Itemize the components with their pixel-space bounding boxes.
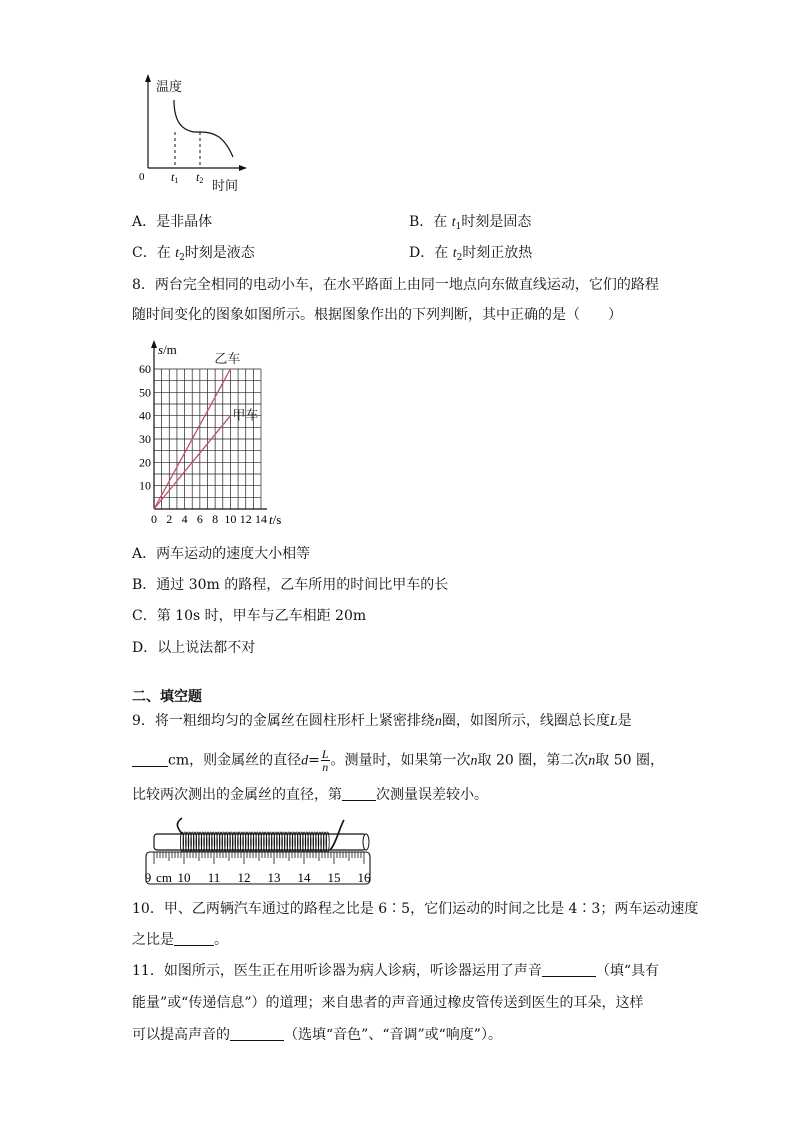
q8-option-c: C．第 10s 时，甲车与乙车相距 20m — [132, 608, 367, 624]
q7-option-b-suffix: 时刻是固态 — [461, 214, 532, 230]
q7-option-d-sub: 2 — [456, 253, 463, 263]
q7-option-d-var: t — [452, 246, 457, 261]
graph1-y-label: 温度 — [156, 80, 183, 95]
x-axis-arrow — [239, 165, 247, 171]
q7-option-a: A．是非晶体 — [132, 214, 213, 230]
q9-line2-text2: 。测量时，如果第一次 — [330, 752, 471, 769]
s-t-chart — [126, 338, 306, 533]
graph1-t1-label: t1 — [171, 170, 179, 185]
origin-label: 0 — [151, 512, 157, 526]
q9-var-n1: n — [470, 753, 478, 769]
q9-line2-text4: 取 50 圈， — [595, 752, 664, 769]
q9-var-d: d — [301, 753, 309, 769]
series-label-yi: 乙车 — [214, 351, 241, 366]
q9-line2-text1: cm，则金属丝的直径 — [168, 752, 302, 769]
q7-option-c-suffix: 时刻是液态 — [184, 245, 255, 261]
q9-blank-2[interactable] — [342, 786, 376, 801]
q9-line3-text1: 比较两次测出的金属丝的直径，第 — [132, 787, 342, 803]
q11-line1 — [132, 961, 659, 981]
graph1-x-label: 时间 — [212, 179, 239, 194]
q7-option-d-suffix: 时刻正放热 — [462, 245, 533, 261]
q7-option-b — [409, 212, 531, 237]
q8-option-d: D．以上说法都不对 — [132, 640, 256, 656]
q9-line2-text3: 取 20 圈，第二次 — [477, 752, 589, 769]
y-axis-arrow — [151, 340, 157, 348]
ruler-label: 12 — [237, 870, 251, 885]
q11-blank-1[interactable] — [542, 962, 596, 977]
y-tick-label: 60 — [139, 362, 151, 376]
ruler-label: 14 — [297, 870, 311, 885]
q9-frac-num: L — [321, 747, 329, 761]
q7-option-c — [132, 243, 255, 268]
x-tick-label: 8 — [212, 512, 219, 526]
q9-line2 — [132, 748, 664, 774]
q9-var-L: L — [609, 714, 618, 729]
graph1-origin: 0 — [139, 171, 145, 183]
rod-end — [363, 834, 369, 850]
ruler-label: 15 — [327, 870, 341, 885]
x-axis-label: t/s — [269, 512, 282, 527]
x-tick-label: 12 — [239, 512, 252, 526]
ruler-label: 11 — [207, 870, 221, 885]
q9-line3-text2: 次测量误差较小。 — [376, 787, 488, 803]
q11-line3-a: 可以提高声音的 — [132, 1027, 230, 1043]
x-tick-label: 2 — [166, 512, 173, 526]
q10-line2-a: 之比是 — [132, 932, 174, 948]
q9-line3 — [132, 785, 488, 805]
q11-line3 — [132, 1025, 502, 1045]
ruler-label: 10 — [177, 870, 191, 885]
q7-option-c-prefix: C．在 — [132, 245, 171, 261]
q7-option-d-prefix: D．在 — [409, 245, 449, 261]
q10-blank[interactable] — [174, 931, 214, 946]
x-tick-label: 14 — [255, 512, 267, 526]
q9-line1 — [132, 711, 632, 732]
q7-option-c-sub: 2 — [179, 253, 185, 263]
temperature-graph — [132, 70, 262, 200]
q7-option-b-prefix: B．在 — [409, 214, 448, 230]
x-tick-label: 10 — [224, 512, 237, 526]
q9-eq: = — [308, 752, 320, 769]
q10-line2 — [132, 930, 228, 950]
x-tick-label: 4 — [181, 512, 188, 526]
graph1-t2-label: t2 — [196, 170, 204, 185]
y-tick-label: 40 — [139, 408, 151, 423]
y-axis-arrow — [145, 74, 151, 82]
q9-line1-text2: 圈，如图所示，线圈总长度 — [441, 713, 610, 729]
q7-option-b-var: t — [451, 215, 456, 230]
y-tick-label: 50 — [139, 385, 151, 400]
q11-line1-a: 11．如图所示，医生正在用听诊器为病人诊病，听诊器运用了声音 — [132, 963, 542, 979]
q9-var-n: n — [434, 714, 442, 729]
y-axis-label: s/m — [158, 342, 177, 357]
y-tick-label: 30 — [139, 432, 151, 446]
x-tick-label: 6 — [196, 512, 203, 526]
ruler-label: cm — [156, 870, 172, 885]
y-tick-label: 10 — [139, 478, 151, 493]
q9-line1-text3: 是 — [617, 713, 632, 729]
ruler-label: 9 — [144, 870, 152, 885]
q11-blank-2[interactable] — [230, 1026, 284, 1041]
coil-ruler-figure — [140, 814, 380, 888]
ruler-label: 16 — [357, 870, 371, 885]
q10-line2-b: 。 — [214, 932, 228, 948]
series-label-jia: 甲车 — [232, 407, 259, 423]
q7-option-c-var: t — [175, 246, 180, 261]
q8-option-a: A．两车运动的速度大小相等 — [132, 546, 311, 562]
q9-blank-1[interactable] — [132, 752, 168, 767]
q9-line1-text: 9．将一粗细均匀的金属丝在圆柱形杆上紧密排绕 — [132, 713, 435, 729]
y-tick-label: 20 — [139, 455, 151, 470]
q10-line1: 10．甲、乙两辆汽车通过的路程之比是 6∶5，它们运动的时间之比是 4∶3；两车运动速度 — [132, 901, 699, 917]
q9-fraction — [321, 748, 330, 773]
q8-option-b: B．通过 30m 的路程，乙车所用的时间比甲车的长 — [132, 577, 449, 593]
q7-option-b-sub: 1 — [455, 222, 462, 232]
cooling-curve — [174, 100, 233, 157]
section-title: 二、填空题 — [132, 689, 202, 705]
q9-var-n2: n — [588, 753, 596, 769]
q11-line1-b: （填“具有 — [595, 963, 659, 979]
q8-stem-line2: 随时间变化的图象如图所示。根据图象作出的下列判断，其中正确的是（ ） — [132, 307, 622, 323]
q11-line3-b: （选填“音色”、“音调”或“响度”）。 — [284, 1027, 502, 1043]
q9-frac-den: n — [322, 760, 329, 774]
ruler-label: 13 — [267, 870, 281, 885]
q8-stem-line1: 8．两台完全相同的电动小车，在水平路面上由同一地点向东做直线运动，它们的路程 — [132, 277, 659, 293]
wire-end-left — [177, 818, 182, 834]
q7-option-d — [409, 243, 532, 268]
q11-line2: 能量”或“传递信息”）的道理；来自患者的声音通过橡皮管传送到医生的耳朵，这样 — [132, 995, 644, 1011]
